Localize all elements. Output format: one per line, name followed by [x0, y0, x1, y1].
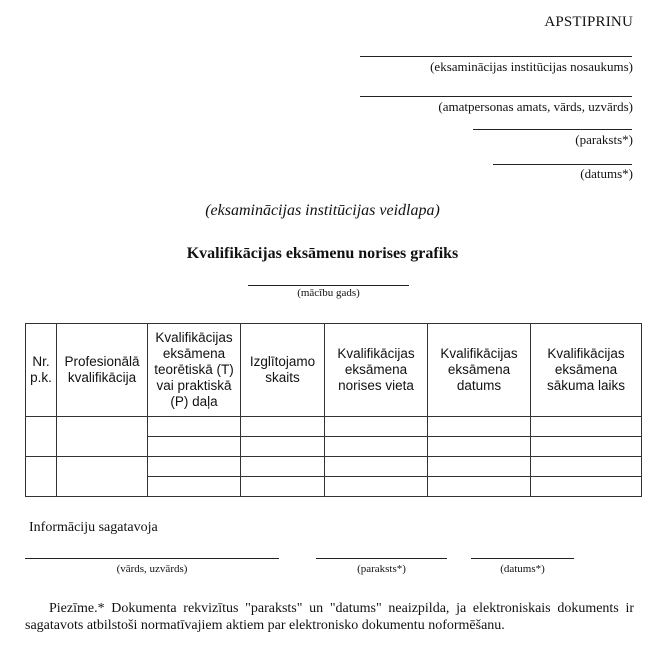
date-line	[493, 164, 632, 165]
academic-year-caption: (mācību gads)	[297, 287, 360, 299]
table-cell[interactable]	[148, 477, 241, 497]
table-cell[interactable]	[531, 457, 642, 477]
table-cell[interactable]	[325, 437, 428, 457]
header-exam-location: Kvalifikācijas eksāmena norises vieta	[325, 324, 428, 417]
schedule-table	[25, 323, 642, 497]
preparer-signature-line	[316, 558, 447, 559]
table-cell[interactable]	[531, 477, 642, 497]
form-caption: (eksaminācijas institūcijas veidlapa)	[205, 202, 440, 219]
preparer-date-caption: (datums*)	[500, 563, 545, 575]
table-cell[interactable]	[531, 437, 642, 457]
footnote: Piezīme.* Dokumenta rekvizītus "paraksts" un "datums" neaizpilda, ja elektroniskais dokuments ir sagatavots atbilstoši normatīvajiem aktiem par elektronisko dokumentu noformēšanu.	[25, 601, 634, 633]
table-cell[interactable]	[428, 437, 531, 457]
table-cell[interactable]	[428, 477, 531, 497]
preparer-signature-caption: (paraksts*)	[357, 563, 406, 575]
table-cell[interactable]	[325, 417, 428, 437]
preparer-name-caption: (vārds, uzvārds)	[116, 563, 188, 575]
header-qualification: Profesionālā kvalifikācija	[57, 324, 148, 417]
table-cell[interactable]	[57, 417, 148, 457]
academic-year-line	[248, 285, 409, 286]
document-title: Kvalifikācijas eksāmenu norises grafiks	[186, 245, 459, 262]
prepared-by-label: Informāciju sagatavoja	[29, 520, 158, 535]
preparer-date-line	[471, 558, 574, 559]
institution-caption: (eksaminācijas institūcijas nosaukums)	[430, 59, 633, 74]
approval-heading: APSTIPRINU	[544, 14, 633, 30]
header-exam-part: Kvalifikācijas eksāmena teorētiskā (T) vai praktiskā (P) daļa	[148, 324, 241, 417]
header-student-count: Izglītojamo skaits	[241, 324, 325, 417]
table-cell[interactable]	[241, 477, 325, 497]
header-exam-start-time: Kvalifikācijas eksāmena sākuma laiks	[531, 324, 642, 417]
table-cell[interactable]	[428, 457, 531, 477]
table-cell[interactable]	[241, 417, 325, 437]
table-cell[interactable]	[241, 437, 325, 457]
signature-caption: (paraksts*)	[575, 132, 633, 147]
table-row	[26, 417, 642, 437]
table-cell[interactable]	[325, 457, 428, 477]
table-cell[interactable]	[26, 457, 57, 497]
table-cell[interactable]	[148, 437, 241, 457]
table-cell[interactable]	[241, 457, 325, 477]
table-cell[interactable]	[428, 417, 531, 437]
table-cell[interactable]	[148, 417, 241, 437]
preparer-name-line	[25, 558, 279, 559]
table-cell[interactable]	[57, 457, 148, 497]
official-caption: (amatpersonas amats, vārds, uzvārds)	[438, 99, 633, 114]
table-cell[interactable]	[148, 457, 241, 477]
official-line	[360, 96, 632, 97]
header-nr: Nr. p.k.	[26, 324, 57, 417]
header-exam-date: Kvalifikācijas eksāmena datums	[428, 324, 531, 417]
table-header-row	[26, 324, 642, 417]
date-caption: (datums*)	[580, 166, 633, 181]
table-cell[interactable]	[325, 477, 428, 497]
table-cell[interactable]	[531, 417, 642, 437]
institution-line	[360, 56, 632, 57]
table-row	[26, 457, 642, 477]
table-cell[interactable]	[26, 417, 57, 457]
signature-line	[473, 129, 632, 130]
